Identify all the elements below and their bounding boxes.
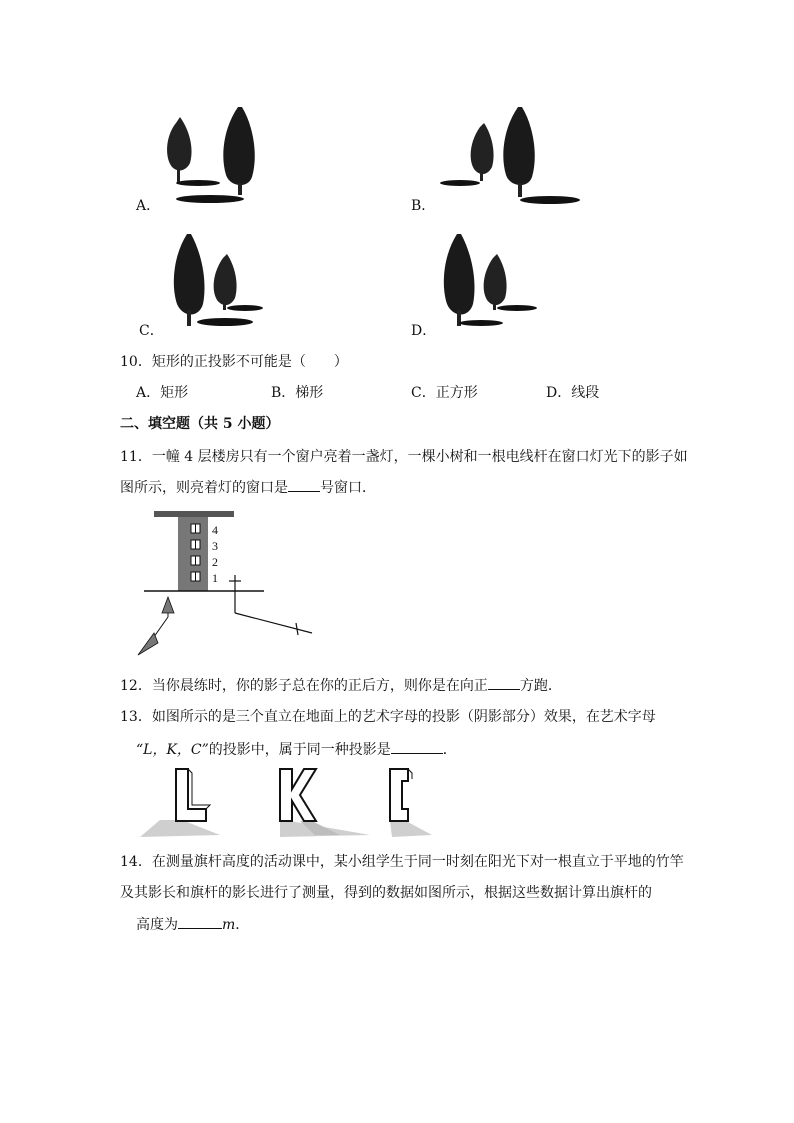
q12-post: 方跑．: [519, 678, 562, 694]
q10-option-d: D．线段: [546, 385, 600, 401]
q13-line2-post: ．: [442, 742, 457, 758]
q14-line1: 14．在测量旗杆高度的活动课中，某小组学生于同一时刻在阳光下对一根直立于平地的竹竿: [120, 854, 684, 870]
q10-option-c: C．正方形: [411, 385, 478, 401]
q10-option-b: B．梯形: [271, 385, 324, 401]
q11-line2-post: 号窗口．: [320, 480, 376, 496]
q11-line2-pre: 图所示，则亮着灯的窗口是: [120, 480, 288, 496]
q11-answer-blank[interactable]: [288, 477, 320, 492]
floor-label-1: 1: [212, 571, 218, 585]
floor-label-2: 2: [212, 555, 218, 569]
q10-option-a: A．矩形: [136, 385, 189, 401]
option-c-label: C．: [139, 323, 164, 339]
q14-line3-post: ．: [235, 917, 250, 933]
building-shadow-figure: [130, 505, 330, 665]
q11-line1: 11．一幢 4 层楼房只有一个窗户亮着一盏灯，一棵小树和一根电线杆在窗口灯光下的影子如: [120, 449, 688, 465]
q12-pre: 12．当你晨练时，你的影子总在你的正后方，则你是在向正: [120, 678, 488, 694]
tree-figure-d: [435, 230, 545, 335]
letters-shadow-figure: [140, 765, 440, 840]
section2-title: 二、填空题（共 5 小题）: [120, 416, 280, 432]
option-b-label: B．: [411, 198, 436, 214]
q11-line2: [120, 477, 376, 498]
floor-label-3: 3: [212, 539, 218, 553]
q14-line3: [136, 914, 249, 935]
tree-figure-b: [440, 105, 580, 210]
tree-figure-c: [165, 230, 275, 335]
q14-line2: 及其影长和旗杆的影长进行了测量，得到的数据如图所示，根据这些数据计算出旗杆的: [120, 885, 652, 901]
option-d-label: D．: [411, 323, 437, 339]
option-a-label: A．: [136, 198, 161, 214]
q13-answer-blank[interactable]: [391, 739, 443, 754]
q13-line2-pre: 的投影中，属于同一种投影是: [208, 742, 391, 758]
q13-line2: [136, 739, 457, 760]
q10-stem: 10．矩形的正投影不可能是（ ）: [120, 354, 348, 370]
q13-line1: 13．如图所示的是三个直立在地面上的艺术字母的投影（阴影部分）效果，在艺术字母: [120, 709, 656, 725]
q14-line3-pre: 高度为: [136, 917, 178, 933]
q14-unit: m: [222, 917, 236, 933]
floor-label-4: 4: [212, 523, 218, 537]
q13-letters: “L，K，C”: [136, 742, 209, 758]
tree-figure-a: [160, 105, 280, 210]
q12-answer-blank[interactable]: [488, 675, 520, 690]
q14-answer-blank[interactable]: [178, 914, 222, 929]
q12-line: [120, 675, 562, 696]
